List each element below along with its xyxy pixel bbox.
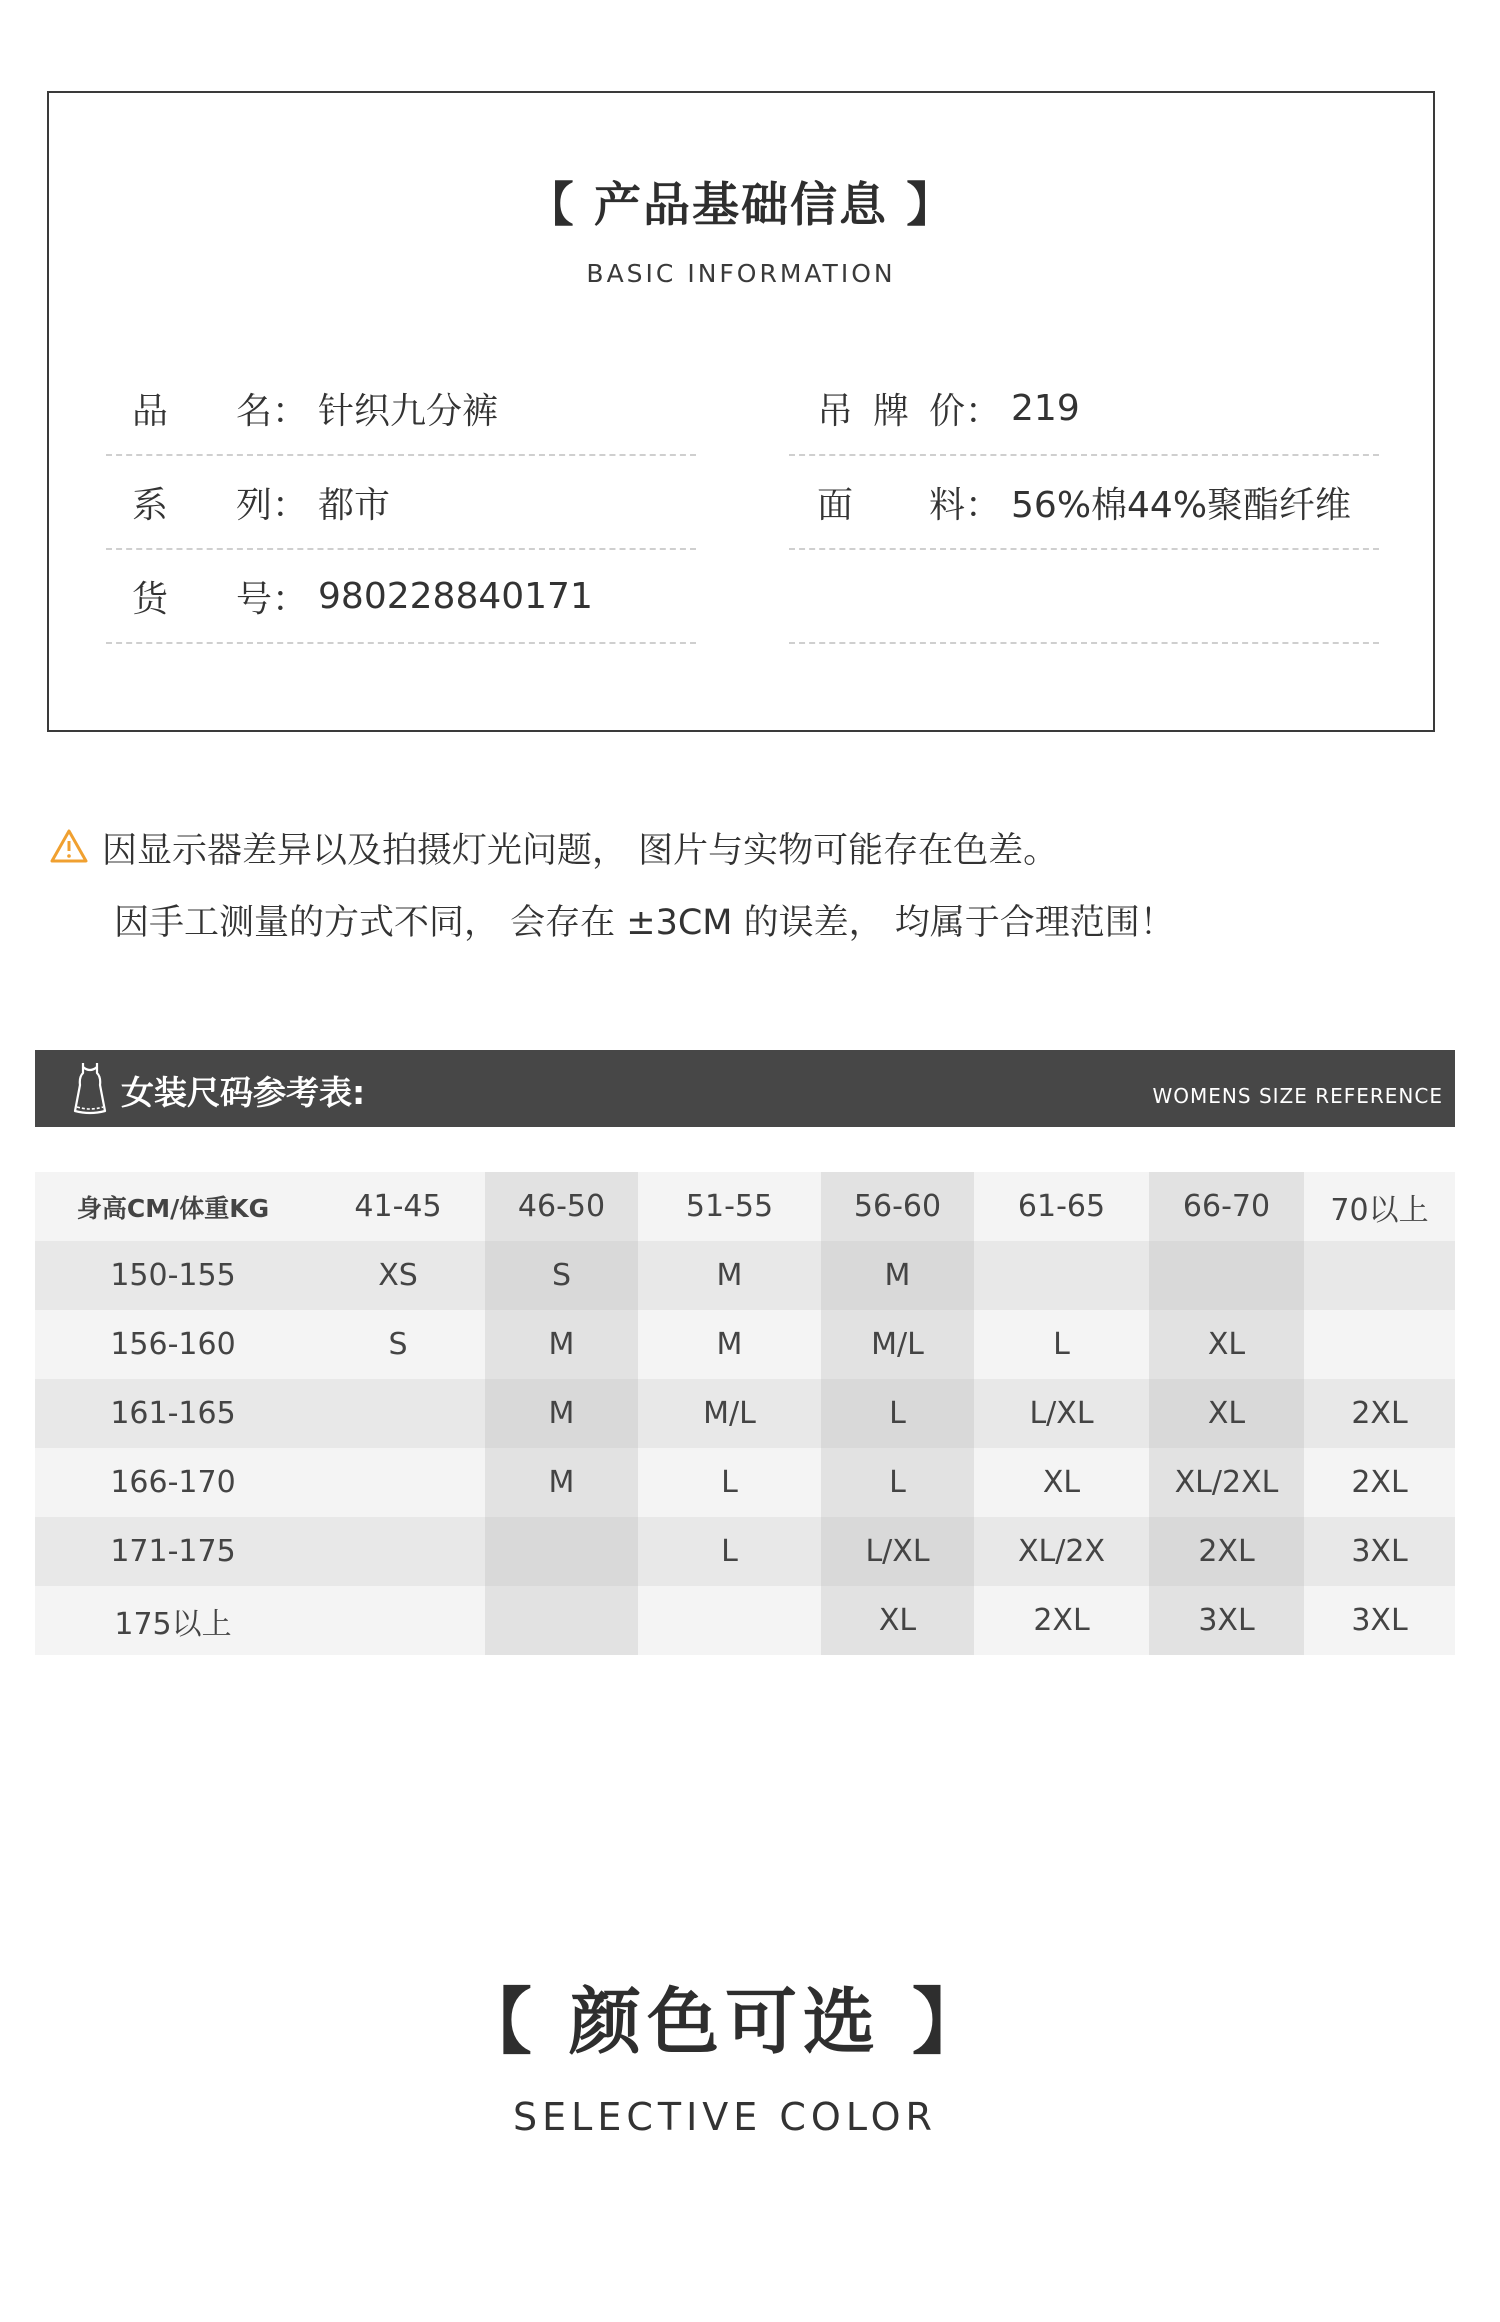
table-cell: XL [1149, 1379, 1304, 1448]
info-colon: ： [272, 578, 309, 620]
table-cell: S [311, 1310, 485, 1379]
notice-line-1 [50, 815, 1450, 887]
table-cell: M/L [638, 1379, 821, 1448]
table-cell: M/L [821, 1310, 974, 1379]
table-row [35, 1448, 1455, 1517]
table-row [35, 1310, 1455, 1379]
header-cell: 56-60 [821, 1172, 974, 1241]
table-cell [974, 1241, 1149, 1310]
table-cell: XL/2X [974, 1517, 1149, 1586]
info-colon: ： [272, 390, 309, 432]
basic-info-title: 【 产品基础信息 】 [526, 178, 956, 233]
color-section-subtitle: SELECTIVE COLOR [513, 2095, 937, 2139]
disclaimer-notice [50, 815, 1450, 959]
table-cell: L [821, 1379, 974, 1448]
info-row-series [106, 456, 696, 550]
table-cell: L/XL [974, 1379, 1149, 1448]
info-value: 都市 [318, 484, 391, 526]
size-chart-title: 女装尺码参考表: [121, 1073, 366, 1112]
table-cell: 3XL [1149, 1586, 1304, 1655]
table-cell: XL [974, 1448, 1149, 1517]
table-cell [1149, 1241, 1304, 1310]
table-cell [311, 1379, 485, 1448]
table-cell: M [638, 1241, 821, 1310]
color-section-title: 【 颜色可选 】 [459, 1980, 991, 2064]
info-colon: ： [965, 390, 1002, 432]
table-cell: L [638, 1448, 821, 1517]
table-cell [1304, 1241, 1455, 1310]
table-cell: S [485, 1241, 638, 1310]
table-cell: XL [1149, 1310, 1304, 1379]
table-cell [1304, 1310, 1455, 1379]
info-label: 吊牌价 [817, 390, 965, 432]
notice-line-2: 因手工测量的方式不同， 会存在 ±3CM 的误差， 均属于合理范围！ [114, 903, 1175, 943]
table-cell [485, 1517, 638, 1586]
table-cell [311, 1586, 485, 1655]
size-chart-subtitle: WOMENS SIZE REFERENCE [1152, 1084, 1443, 1108]
table-cell: M [485, 1448, 638, 1517]
table-cell [311, 1448, 485, 1517]
info-value: 219 [1011, 387, 1080, 429]
table-cell: M [485, 1310, 638, 1379]
table-cell [485, 1586, 638, 1655]
notice-text-1: 因显示器差异以及拍摄灯光问题， 图片与实物可能存在色差。 [102, 831, 1059, 871]
info-row-product-name [106, 362, 696, 456]
header-cell: 41-45 [311, 1172, 485, 1241]
info-value: 56%棉44%聚酯纤维 [1011, 484, 1352, 526]
info-value: 980228840171 [318, 575, 593, 617]
info-row-empty [789, 550, 1379, 644]
table-cell: 150-155 [35, 1241, 311, 1310]
dress-icon [73, 1061, 107, 1119]
table-cell: 156-160 [35, 1310, 311, 1379]
table-cell: 2XL [974, 1586, 1149, 1655]
table-cell: 2XL [1304, 1448, 1455, 1517]
table-cell: XL/2XL [1149, 1448, 1304, 1517]
table-cell: 175以上 [35, 1586, 311, 1655]
table-cell: L [974, 1310, 1149, 1379]
info-label: 系列 [132, 484, 272, 526]
info-colon: ： [272, 484, 309, 526]
table-row [35, 1241, 1455, 1310]
table-row [35, 1586, 1455, 1655]
table-row [35, 1379, 1455, 1448]
info-label: 品名 [132, 390, 272, 432]
basic-info-panel [47, 91, 1435, 732]
table-cell: XS [311, 1241, 485, 1310]
table-cell: L [638, 1517, 821, 1586]
header-cell: 身高CM/体重KG [35, 1172, 311, 1241]
table-row [35, 1517, 1455, 1586]
table-cell [311, 1517, 485, 1586]
info-row-tag-price [789, 362, 1379, 456]
size-table-container [35, 1172, 1455, 1655]
table-cell: 3XL [1304, 1517, 1455, 1586]
table-cell: 161-165 [35, 1379, 311, 1448]
table-cell: 3XL [1304, 1586, 1455, 1655]
size-table-header-row [35, 1172, 1455, 1241]
header-cell: 66-70 [1149, 1172, 1304, 1241]
table-cell: L/XL [821, 1517, 974, 1586]
basic-info-subtitle: BASIC INFORMATION [586, 259, 896, 288]
header-cell: 70以上 [1304, 1172, 1455, 1241]
info-colon: ： [965, 484, 1002, 526]
info-row-item-number [106, 550, 696, 644]
table-cell: M [485, 1379, 638, 1448]
table-cell: XL [821, 1586, 974, 1655]
table-cell: M [821, 1241, 974, 1310]
table-cell: L [821, 1448, 974, 1517]
header-cell: 51-55 [638, 1172, 821, 1241]
info-row-fabric [789, 456, 1379, 550]
info-value: 针织九分裤 [318, 390, 499, 432]
warning-triangle-icon [50, 816, 88, 888]
table-cell: M [638, 1310, 821, 1379]
header-cell: 61-65 [974, 1172, 1149, 1241]
info-label: 货号 [132, 578, 272, 620]
table-cell: 166-170 [35, 1448, 311, 1517]
table-cell: 2XL [1149, 1517, 1304, 1586]
table-cell: 2XL [1304, 1379, 1455, 1448]
table-cell [638, 1586, 821, 1655]
header-cell: 46-50 [485, 1172, 638, 1241]
info-label: 面料 [817, 484, 965, 526]
table-cell: 171-175 [35, 1517, 311, 1586]
size-table [35, 1172, 1455, 1655]
size-chart-header [35, 1050, 1455, 1127]
